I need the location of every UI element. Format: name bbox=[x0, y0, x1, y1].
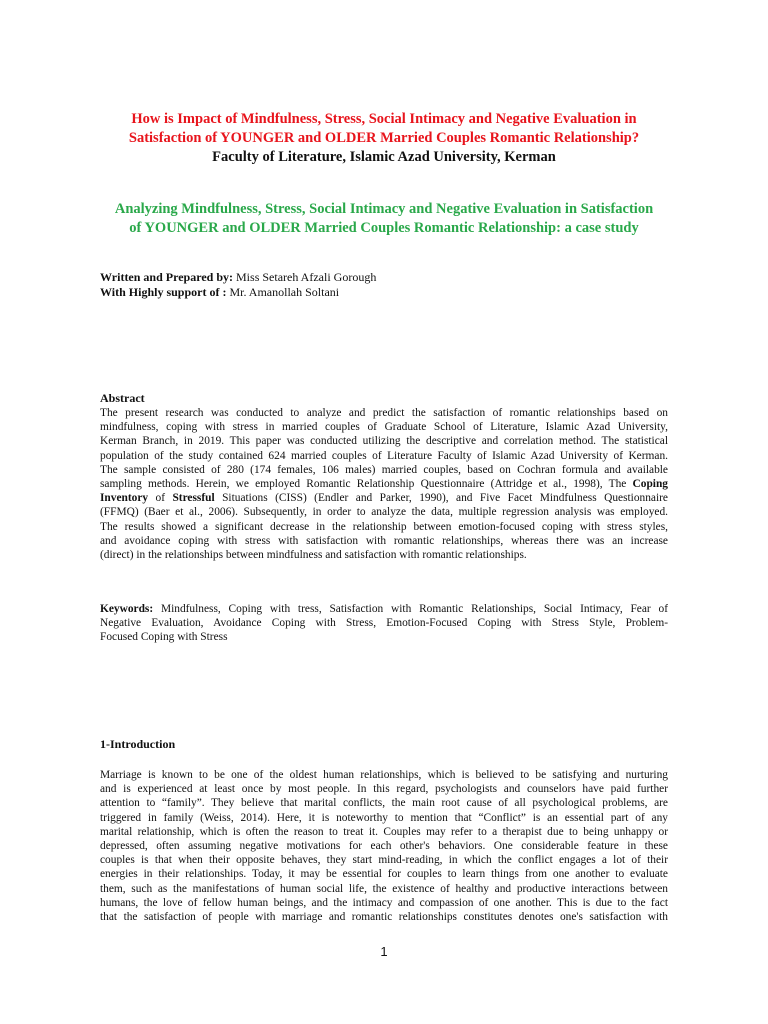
abstract-line: (FFMQ) (Baer et al., 2006). Subsequently, in order to analyze the data, multiple regression analysis was employed. bbox=[100, 506, 668, 519]
abstract-text: sampling methods. Herein, we employed Romantic Relationship Questionnaire (Attridge et al., 1998), The bbox=[100, 478, 633, 491]
support-value: Mr. Amanollah Soltani bbox=[226, 285, 340, 299]
support-line bbox=[100, 285, 376, 300]
introduction-line: them, such as the manifestations of human social life, the existence of healthy and productive interactions between bbox=[100, 882, 668, 895]
abstract-line bbox=[100, 491, 668, 505]
keywords-line: Negative Evaluation, Avoidance Coping with Stress, Emotion-Focused Coping with Stress Style, Problem- bbox=[100, 617, 668, 630]
abstract-line: The sample consisted of 280 (174 females, 106 males) married couples, based on Cochran formula and available bbox=[100, 463, 668, 476]
abstract-bold-text: Coping bbox=[632, 478, 668, 491]
abstract-body bbox=[100, 406, 668, 562]
keywords-line: Focused Coping with Stress bbox=[100, 631, 228, 644]
abstract-line bbox=[100, 477, 668, 491]
paper-title-question bbox=[80, 110, 688, 148]
keywords-block bbox=[100, 602, 668, 645]
abstract-line: and avoidance coping with stress with satisfaction with romantic relationships, whereas there was an increase bbox=[100, 534, 668, 547]
introduction-line: attention to “family”. They believe that marital conflicts, the main root cause of all psychological problems, are bbox=[100, 797, 668, 810]
written-by-label: Written and Prepared by: bbox=[100, 270, 234, 284]
title-red-line-2: Satisfaction of YOUNGER and OLDER Married Couples Romantic Relationship? bbox=[128, 130, 640, 146]
support-label: With Highly support of : bbox=[100, 285, 227, 299]
author-block bbox=[100, 270, 376, 300]
introduction-body bbox=[100, 768, 668, 924]
introduction-line: energies in their relationships. Today, it may be essential for couples to learn things from one another to evaluate bbox=[100, 868, 668, 881]
abstract-line: (direct) in the relationships between mindfulness and satisfaction with romantic relationships. bbox=[100, 549, 527, 562]
introduction-line: that the satisfaction of people with marriage and romantic relationships constitutes denotes one's satisfaction with bbox=[100, 911, 668, 924]
keywords-text: Mindfulness, Coping with tress, Satisfaction with Romantic Relationships, Social Intimacy, Fear of bbox=[153, 603, 668, 615]
title-green-line-1: Analyzing Mindfulness, Stress, Social Intimacy and Negative Evaluation in Satisfaction bbox=[114, 201, 654, 217]
page-number: 1 bbox=[380, 944, 388, 959]
abstract-heading: Abstract bbox=[100, 391, 145, 405]
introduction-line: triggered in family (Weiss, 2014). Here, it is noteworthy to mention that “Conflict” is an essential part of any bbox=[100, 811, 668, 824]
title-red-line-1: How is Impact of Mindfulness, Stress, Social Intimacy and Negative Evaluation in bbox=[131, 111, 637, 127]
affiliation: Faculty of Literature, Islamic Azad University, Kerman bbox=[212, 149, 556, 165]
abstract-bold-text: Stressful bbox=[172, 492, 215, 505]
abstract-line: Kerman Branch, in 2019. This paper was conducted utilizing the descriptive and correlation method. The statistical bbox=[100, 435, 668, 448]
introduction-line: and is experienced at least once by most people. In this regard, psychologists and counselors have paid further bbox=[100, 783, 668, 796]
introduction-heading: 1-Introduction bbox=[100, 737, 176, 751]
introduction-line: Marriage is known to be one of the oldest human relationships, which is believed to be satisfying and nurturing bbox=[100, 769, 668, 781]
introduction-line: couples is that when their opposite behaves, they start mind-reading, in which the conflict engages a lot of their bbox=[100, 854, 668, 867]
abstract-line: mindfulness, coping with stress in married couples of Graduate School of Literature, Islamic Azad University, bbox=[100, 421, 668, 434]
abstract-line: The present research was conducted to analyze and predict the satisfaction of romantic relationships based on bbox=[100, 407, 668, 419]
keywords-line bbox=[100, 602, 668, 616]
keywords-label: Keywords: bbox=[100, 603, 154, 615]
introduction-line: marital relationship, which is often the reason to treat it. Couples may refer to a therapist due to being unhappy or bbox=[100, 825, 668, 838]
abstract-line: population of the study contained 624 married couples of Literature Faculty of Islamic Azad University of Kerman. bbox=[100, 449, 668, 462]
paper-subtitle bbox=[80, 200, 688, 238]
introduction-line: humans, the love of fellow human beings, and the intimacy and compassion of one another. This is due to the fact bbox=[100, 896, 668, 909]
abstract-bold-text: Inventory bbox=[100, 492, 149, 505]
abstract-text: Situations (CISS) (Endler and Parker, 1990), and Five Facet Mindfulness Questionnaire bbox=[214, 492, 668, 505]
abstract-line: The results showed a significant decrease in the relationship between emotion-focused coping with stress styles, bbox=[100, 520, 668, 533]
title-green-line-2: of YOUNGER and OLDER Married Couples Romantic Relationship: a case study bbox=[129, 220, 639, 236]
abstract-text: of bbox=[148, 492, 173, 505]
introduction-line: depressed, often assuming negative motivations for each other's behaviors. One considerable feature in these bbox=[100, 840, 668, 853]
written-by-value: Miss Setareh Afzali Gorough bbox=[233, 270, 377, 284]
written-by-line bbox=[100, 270, 376, 285]
